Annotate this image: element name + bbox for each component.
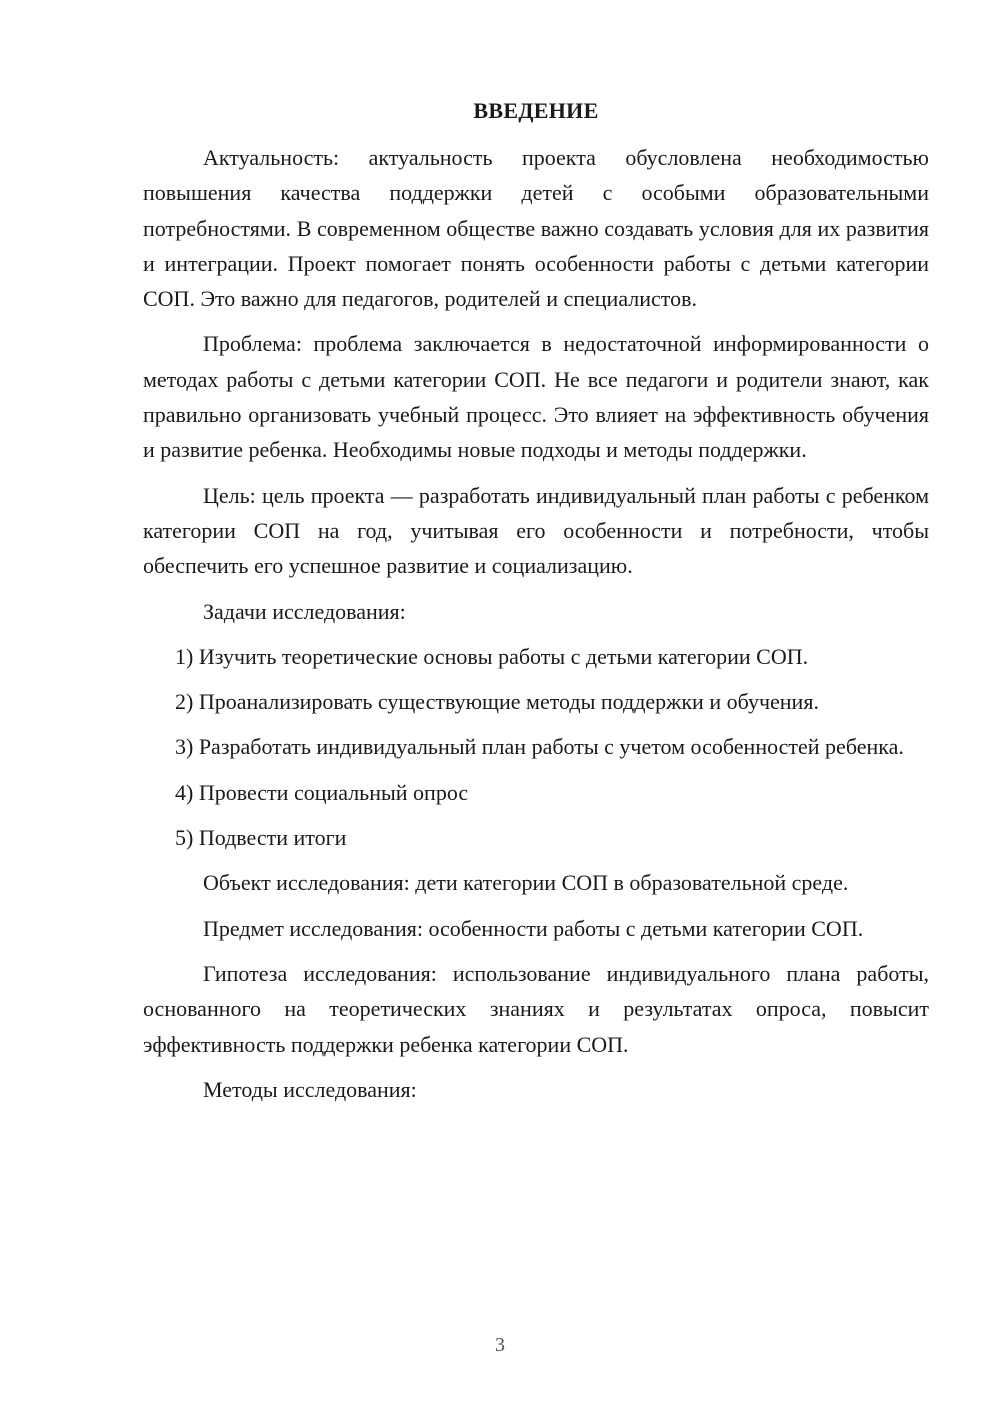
- tasks-title: Задачи исследования:: [203, 598, 406, 624]
- task-item: 1) Изучить теоретические основы работы с детьми категории СОП.: [175, 643, 809, 669]
- methods-paragraph: Методы исследования:: [203, 1076, 417, 1102]
- subject-paragraph: Предмет исследования: особенности работы с детьми категории СОП.: [203, 915, 864, 941]
- problem-paragraph: Проблема: проблема заключается в недостаточной информированности о методах работы с детьми категории СОП. Не все педагоги и родители знают, как правильно организовать учебный процесс. Это влияет на эффективность обучения и развитие ребенка. Необходимы новые подходы и методы поддержки.: [143, 331, 929, 463]
- page-number: 3: [495, 1334, 505, 1356]
- hypothesis-paragraph: Гипотеза исследования: использование индивидуального плана работы, основанного на теоретических знаниях и результатах опроса, повысит эффективность поддержки ребенка категории СОП.: [143, 960, 929, 1057]
- object-paragraph: Объект исследования: дети категории СОП в образовательной среде.: [203, 870, 849, 896]
- task-item: 3) Разработать индивидуальный план работы с учетом особенностей ребенка.: [175, 734, 904, 760]
- task-item: 4) Провести социальный опрос: [175, 779, 469, 805]
- task-item: 2) Проанализировать существующие методы поддержки и обучения.: [175, 689, 819, 715]
- task-item: 5) Подвести итоги: [175, 825, 347, 851]
- section-heading: ВВЕДЕНИЕ: [473, 98, 599, 123]
- relevance-paragraph: Актуальность: актуальность проекта обусловлена необходимостью повышения качества поддержки детей с особыми образовательными потребностями. В современном обществе важно создавать условия для их развития и интеграции. Проект помогает понять особенности работы с детьми категории СОП. Это важно для педагогов, родителей и специалистов.: [143, 145, 929, 312]
- goal-paragraph: Цель: цель проекта — разработать индивидуальный план работы с ребенком категории СОП на год, учитывая его особенности и потребности, чтобы обеспечить его успешное развитие и социализацию.: [143, 482, 929, 579]
- document-page: [143, 96, 929, 1117]
